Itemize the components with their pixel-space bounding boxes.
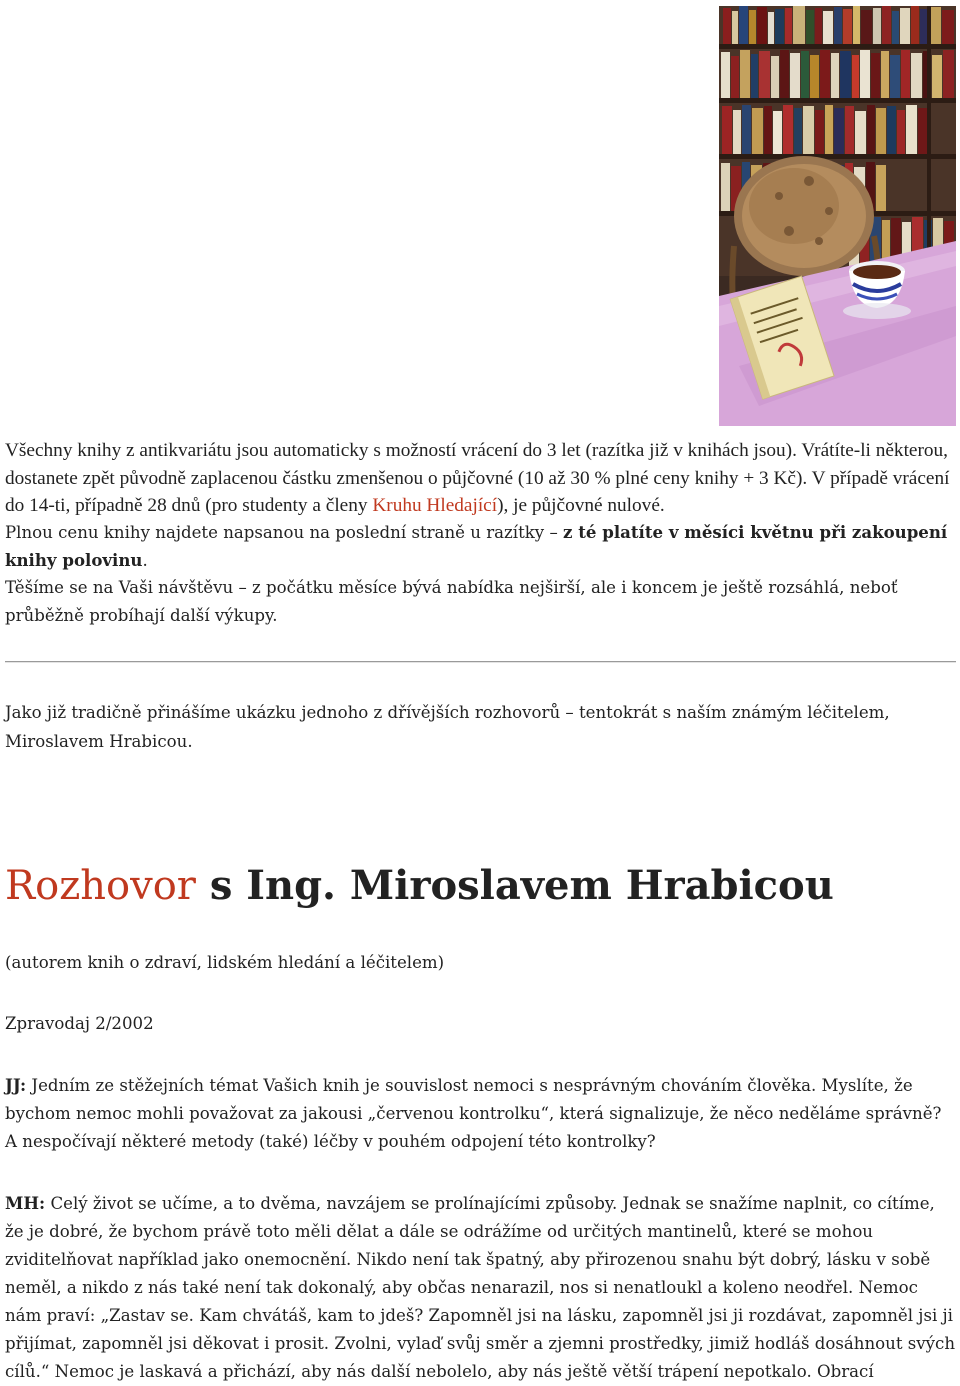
question-speaker: JJ: bbox=[5, 1075, 27, 1095]
price-end: . bbox=[142, 550, 148, 570]
article-subtitle: (autorem knih o zdraví, lidském hledání a léčitelem) bbox=[5, 953, 445, 972]
divider bbox=[5, 661, 956, 663]
answer-text: Celý život se učíme, a to dvěma, navzájem se prolínajícími způsoby. Jednak se snažíme naplnit, co cítíme, že je dobré, že bychom právě toto měli dělat a dále se odrážíme od určitých mantinelů, které se mohou zviditelňovat například jako onemocnění. Nikdo není tak špatný, aby přirozenou snahu být dobrý, lásku v sobě neměl, a nikdo z nás také není tak dokonalý, aby občas nenarazil, nos si nenatloukl a koleno neodřel. Nemoc nám praví: „Zastav se. Kam chvátáš, kam to jdeš? Zapomněl jsi na lásku, zapomněl jsi ji rozdávat, zapomněl jsi ji přijímat, zapomněl jsi děkovat i prosit. Zvolni, vylaď svůj směr a zjemni prostředky, jimiž hodláš dosáhnout svých cílů.“ Nemoc je laskavá a přichází, aby nás další nebolelo, aby nás ještě větší trápení nepotkalo. Obrací bbox=[5, 1194, 956, 1381]
kruh-hledajici-link[interactable]: Kruhu Hledající bbox=[372, 495, 498, 516]
lead-paragraph: Jako již tradičně přinášíme ukázku jednoho z dřívějších rozhovorů – tentokrát s naším známým léčitelem, Miroslavem Hrabicou. bbox=[5, 703, 890, 751]
price-text: Plnou cenu knihy najdete napsanou na poslední straně u razítky – bbox=[5, 523, 564, 542]
article-title bbox=[5, 856, 834, 916]
answer-paragraph bbox=[5, 1189, 957, 1386]
title-highlight: Rozhovor bbox=[5, 863, 196, 909]
price-emphasis: z té platíte v měsíci květnu při zakoupení knihy polovinu bbox=[5, 522, 948, 570]
question-paragraph bbox=[5, 1071, 957, 1156]
intro-paragraph-1 bbox=[5, 437, 955, 520]
question-text: Jedním ze stěžejních témat Vašich knih je souvislost nemoci s nesprávným chováním člověka. Myslíte, že bychom nemoc mohli považovat za jakousi „červenou kontrolku“, která signalizuje, že něco neděláme správně? A nespočívají některé metody (také) léčby v pouhém odpojení této kontrolky? bbox=[5, 1076, 942, 1151]
intro-paragraph-2 bbox=[5, 519, 955, 574]
intro-paragraph-3: Těšíme se na Vaši návštěvu – z počátku měsíce bývá nabídka nejširší, ale i koncem je ještě rozsáhlá, neboť průběžně probíhají další výkupy. bbox=[5, 578, 898, 625]
bookshop-photo-icon bbox=[719, 6, 956, 426]
title-rest: s Ing. Miroslavem Hrabicou bbox=[195, 862, 834, 909]
article-source: Zpravodaj 2/2002 bbox=[5, 1014, 154, 1033]
intro-text: Všechny knihy z antikvariátu jsou automaticky s možností vrácení do 3 let (razítka již v knihách jsou). Vrátíte-li některou, dostanete zpět původně zaplacenou částku zmenšenou o půjčovné (10 až 30 % plné ceny knihy + 3 Kč). V případě vrácení do 14-ti, případně 28 dnů (pro studenty a členy bbox=[5, 440, 950, 516]
intro-text-end: ), je půjčovné nulové. bbox=[497, 495, 665, 516]
bookshop-photo bbox=[719, 6, 956, 426]
answer-speaker: MH: bbox=[5, 1193, 46, 1213]
